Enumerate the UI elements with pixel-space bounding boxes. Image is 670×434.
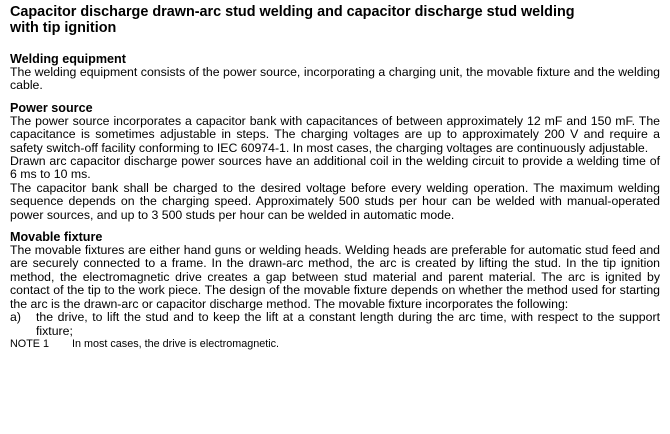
section-heading-movable-fixture: Movable fixture xyxy=(10,230,103,245)
note-text: In most cases, the drive is electromagnetic. xyxy=(72,337,280,350)
list-item-text: the drive, to lift the stud and to keep the lift at a constant length during the arc time, with respect to the support fixture; xyxy=(36,310,660,338)
list-item-marker: a) xyxy=(10,310,21,325)
section-spacer xyxy=(10,93,660,101)
section-welding-equipment xyxy=(10,52,660,93)
movable-fixture-paragraph: The movable fixtures are either hand guns or welding heads. Welding heads are preferable for automatic stud feed and are securely connected to a frame. In the drawn-arc method, the arc is created by lifting the stud. In the tip ignition method, the electromagnetic drive creates a gap between stud material and parent material. The arc is ignited by contact of the tip to the work piece. The design of the movable fixture depends on whether the method used for starting the arc is the drawn-arc or capacitor discharge method. The movable fixture incorporates the following: xyxy=(10,243,660,311)
power-source-paragraph-1: The power source incorporates a capacitor bank with capacitances of between approximately 12 mF and 150 mF. The capacitance is sometimes adjustable in steps. The charging voltages are up to approximately 200 V and require a safety switch-off facility conforming to IEC 60974-1. In most cases, the charging voltages are continuously adjustable. xyxy=(10,113,660,155)
section-movable-fixture xyxy=(10,230,660,351)
note xyxy=(10,338,660,351)
power-source-paragraph-3: The capacitor bank shall be charged to the desired voltage before every welding operation. The maximum welding sequence depends on the charging speed. Approximately 500 studs per hour can be welded with manual-operated power sources, and up to 3 500 studs per hour can be welded in automatic mode. xyxy=(10,180,660,222)
welding-equipment-paragraph: The welding equipment consists of the power source, incorporating a charging unit, the movable fixture and the welding cable. xyxy=(10,65,660,93)
note-label: NOTE 1 xyxy=(10,337,49,350)
section-heading-welding-equipment: Welding equipment xyxy=(10,52,126,66)
section-power-source xyxy=(10,101,660,222)
list-item xyxy=(10,311,660,338)
document-title-line-1: Capacitor discharge drawn-arc stud welding and capacitor discharge stud welding xyxy=(10,4,575,20)
section-heading-power-source: Power source xyxy=(10,100,93,115)
power-source-paragraph-2: Drawn arc capacitor discharge power sources have an additional coil in the welding circuit to provide a welding time of 6 ms to 10 ms. xyxy=(10,154,660,182)
section-spacer xyxy=(10,222,660,230)
document-title xyxy=(10,4,660,36)
document-title-line-2: with tip ignition xyxy=(10,20,117,36)
